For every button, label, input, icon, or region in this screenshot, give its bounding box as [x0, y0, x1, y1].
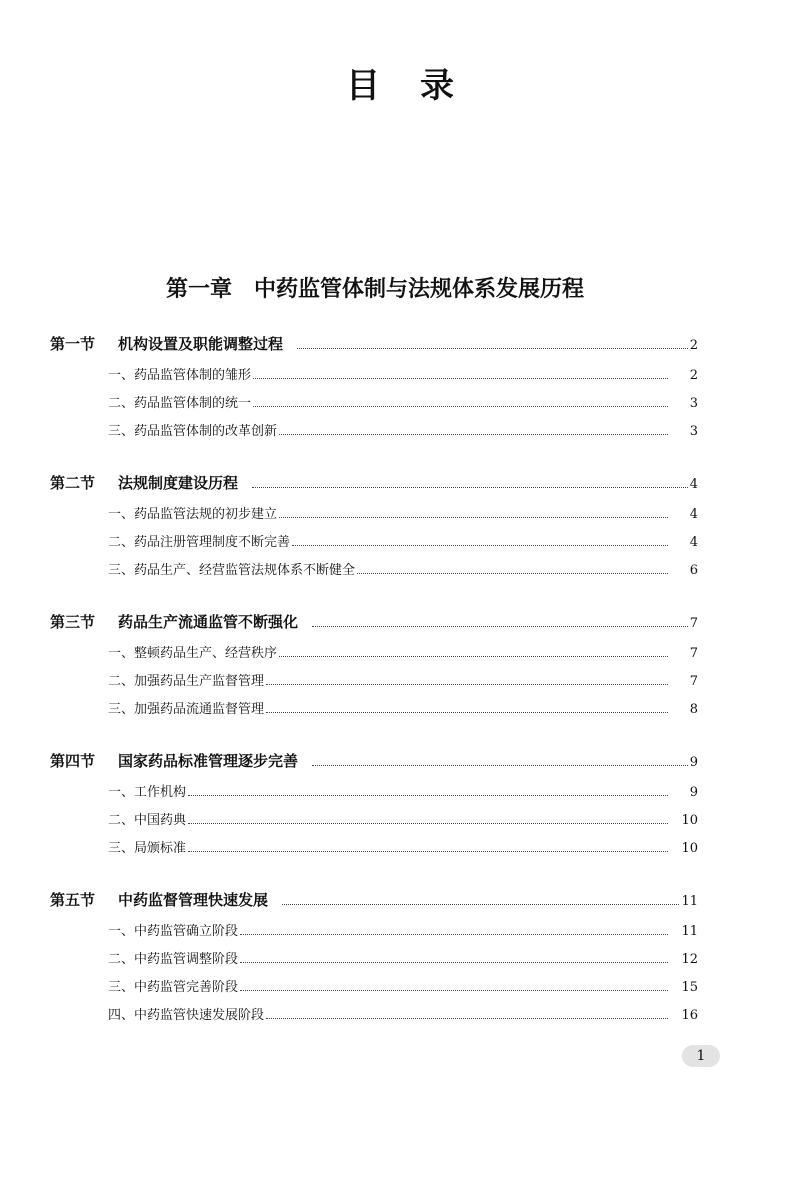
section-page-number: 4 — [689, 477, 698, 492]
dot-leader — [312, 764, 688, 766]
dot-leader — [279, 655, 668, 657]
item-title: 二、加强药品生产监督管理 — [108, 674, 265, 689]
section-items — [108, 779, 698, 863]
section-number: 第二节 — [50, 474, 96, 492]
section-entry[interactable] — [50, 886, 698, 914]
item-page-number: 12 — [681, 952, 698, 967]
page-title-char-2: 录 — [420, 66, 454, 106]
toc-section — [50, 608, 698, 747]
section-entry[interactable] — [50, 608, 698, 636]
item-title: 二、药品监管体制的统一 — [108, 396, 252, 411]
toc-item[interactable] — [108, 501, 698, 529]
section-items — [108, 918, 698, 1030]
chapter-title: 中药监管体制与法规体系发展历程 — [254, 276, 585, 302]
toc-item[interactable] — [108, 362, 698, 390]
section-entry[interactable] — [50, 747, 698, 775]
item-title: 二、中药监管调整阶段 — [108, 952, 239, 967]
toc-item[interactable] — [108, 529, 698, 557]
table-of-contents — [50, 330, 698, 1030]
dot-leader — [240, 989, 668, 991]
toc-item[interactable] — [108, 807, 698, 835]
section-spacer — [50, 446, 698, 469]
section-entry[interactable] — [50, 330, 698, 358]
section-items — [108, 640, 698, 724]
section-number: 第五节 — [50, 891, 96, 909]
section-title: 法规制度建设历程 — [118, 474, 239, 492]
dot-leader — [188, 822, 668, 824]
toc-item[interactable] — [108, 779, 698, 807]
dot-leader — [357, 572, 668, 574]
page-title — [0, 58, 800, 107]
dot-leader — [282, 903, 679, 905]
dot-leader — [292, 544, 668, 546]
toc-item[interactable] — [108, 974, 698, 1002]
item-title: 四、中药监管快速发展阶段 — [108, 1008, 265, 1023]
dot-leader — [240, 961, 668, 963]
toc-section — [50, 469, 698, 608]
item-page-number: 15 — [681, 980, 698, 995]
toc-item[interactable] — [108, 390, 698, 418]
item-page-number: 16 — [681, 1008, 698, 1023]
item-page-number: 4 — [689, 507, 698, 522]
dot-leader — [266, 683, 668, 685]
item-page-number: 3 — [689, 396, 698, 411]
section-spacer — [50, 585, 698, 608]
item-title: 三、药品监管体制的改革创新 — [108, 424, 278, 439]
dot-leader — [279, 516, 668, 518]
toc-item[interactable] — [108, 668, 698, 696]
item-title: 三、药品生产、经营监管法规体系不断健全 — [108, 563, 356, 578]
item-page-number: 11 — [681, 924, 698, 939]
section-spacer — [50, 724, 698, 747]
dot-leader — [188, 794, 668, 796]
section-title: 国家药品标准管理逐步完善 — [118, 752, 299, 770]
toc-section — [50, 330, 698, 469]
item-page-number: 9 — [689, 785, 698, 800]
section-spacer — [50, 863, 698, 886]
section-title: 机构设置及职能调整过程 — [118, 335, 284, 353]
item-title: 一、药品监管体制的雏形 — [108, 368, 252, 383]
item-title: 一、整顿药品生产、经营秩序 — [108, 646, 278, 661]
item-page-number: 6 — [689, 563, 698, 578]
dot-leader — [266, 1017, 668, 1019]
toc-item[interactable] — [108, 835, 698, 863]
dot-leader — [279, 433, 668, 435]
item-title: 二、药品注册管理制度不断完善 — [108, 535, 291, 550]
item-page-number: 8 — [689, 702, 698, 717]
toc-item[interactable] — [108, 918, 698, 946]
section-title: 药品生产流通监管不断强化 — [118, 613, 299, 631]
toc-item[interactable] — [108, 946, 698, 974]
section-items — [108, 362, 698, 446]
section-page-number: 9 — [689, 755, 698, 770]
toc-section — [50, 886, 698, 1030]
chapter-number: 第一章 — [165, 276, 232, 302]
section-items — [108, 501, 698, 585]
item-page-number: 7 — [689, 674, 698, 689]
toc-item[interactable] — [108, 640, 698, 668]
page-title-char-1: 目 — [346, 66, 380, 106]
dot-leader — [312, 625, 688, 627]
item-page-number: 7 — [689, 646, 698, 661]
item-title: 二、中国药典 — [108, 813, 187, 828]
item-page-number: 4 — [689, 535, 698, 550]
item-page-number: 10 — [681, 813, 698, 828]
item-page-number: 2 — [689, 368, 698, 383]
dot-leader — [297, 347, 688, 349]
dot-leader — [252, 486, 688, 488]
item-title: 一、工作机构 — [108, 785, 187, 800]
toc-section — [50, 747, 698, 886]
section-page-number: 2 — [689, 338, 698, 353]
item-title: 三、加强药品流通监督管理 — [108, 702, 265, 717]
toc-item[interactable] — [108, 696, 698, 724]
toc-item[interactable] — [108, 418, 698, 446]
section-number: 第一节 — [50, 335, 96, 353]
item-title: 一、中药监管确立阶段 — [108, 924, 239, 939]
section-title: 中药监督管理快速发展 — [118, 891, 269, 909]
toc-item[interactable] — [108, 1002, 698, 1030]
toc-item[interactable] — [108, 557, 698, 585]
dot-leader — [188, 850, 668, 852]
section-page-number: 7 — [689, 616, 698, 631]
section-number: 第三节 — [50, 613, 96, 631]
section-page-number: 11 — [681, 894, 698, 909]
section-entry[interactable] — [50, 469, 698, 497]
item-page-number: 10 — [681, 841, 698, 856]
item-page-number: 3 — [689, 424, 698, 439]
page-number: 1 — [696, 1048, 706, 1064]
dot-leader — [253, 405, 668, 407]
dot-leader — [240, 933, 668, 935]
chapter-heading — [0, 272, 750, 303]
item-title: 三、局颁标准 — [108, 841, 187, 856]
section-number: 第四节 — [50, 752, 96, 770]
item-title: 三、中药监管完善阶段 — [108, 980, 239, 995]
page-number-badge — [682, 1045, 720, 1067]
item-title: 一、药品监管法规的初步建立 — [108, 507, 278, 522]
dot-leader — [253, 377, 668, 379]
dot-leader — [266, 711, 668, 713]
